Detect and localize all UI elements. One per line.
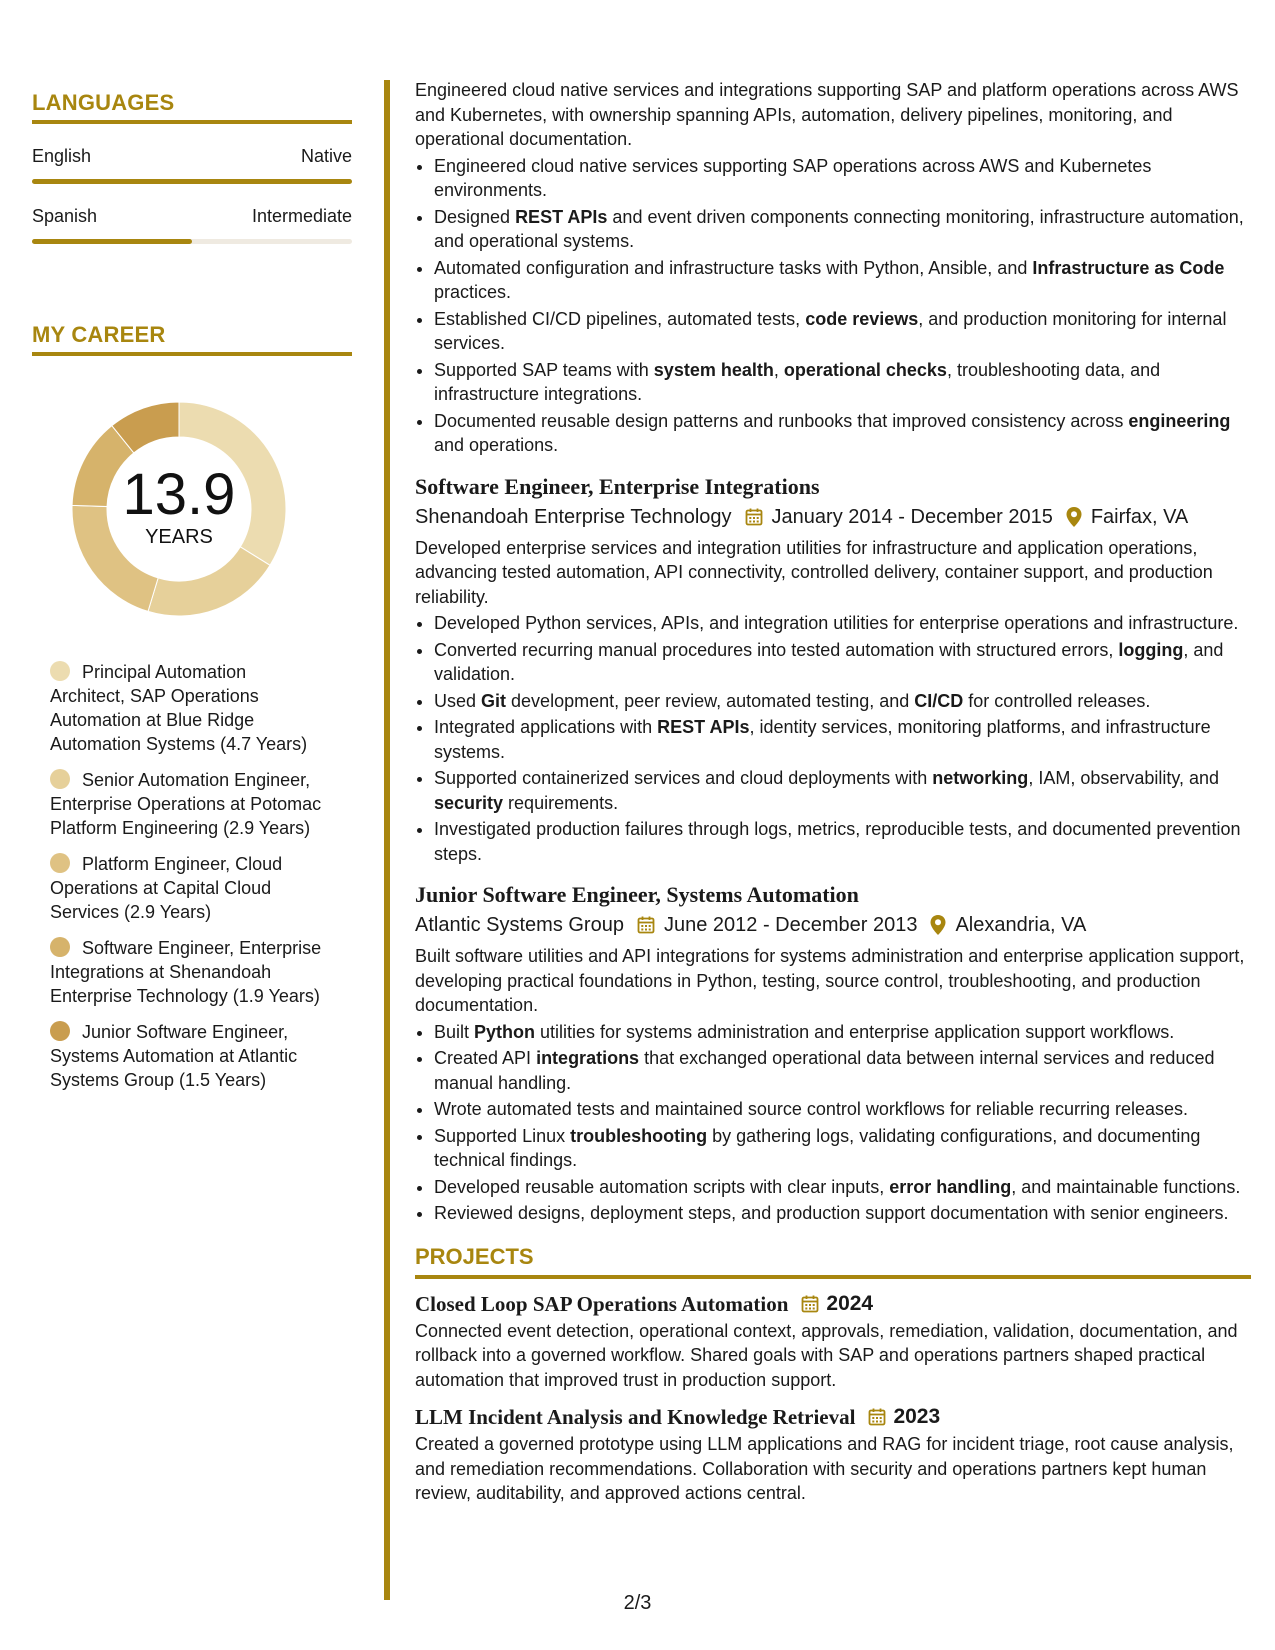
bullet-text: Converted recurring manual procedures into tested automation with structured errors, — [434, 639, 1119, 660]
career-legend-label: Software Engineer, Enterprise Integrations at Shenandoah Enterprise Technology (1.9 Years) — [50, 938, 322, 1006]
project-entry — [415, 1289, 1251, 1393]
job-title: Junior Software Engineer, Systems Automation — [415, 882, 859, 907]
bullet-text: Designed — [434, 206, 516, 227]
bullet-item — [434, 1046, 1251, 1095]
career-legend-item — [50, 852, 325, 924]
bullet-text: by gathering logs, validating configurations, and documenting technical findings. — [434, 1125, 1201, 1170]
languages-title: LANGUAGES — [32, 90, 352, 124]
bullet-text: Supported SAP teams with — [434, 359, 654, 380]
language-proficiency-fill — [32, 239, 192, 244]
job-meta — [415, 910, 1251, 940]
job-location: Alexandria, VA — [955, 914, 1087, 936]
legend-dot-icon — [50, 661, 70, 681]
location-pin-icon — [1065, 506, 1083, 528]
bullet-text: for controlled releases. — [963, 690, 1151, 711]
bullet-item — [434, 1124, 1251, 1173]
calendar-icon — [636, 915, 656, 935]
bullet-item — [434, 154, 1251, 203]
job-company: Atlantic Systems Group — [415, 914, 624, 936]
career-legend-item — [50, 936, 325, 1008]
job-bullets — [415, 611, 1251, 866]
job-title: Software Engineer, Enterprise Integrations — [415, 473, 820, 499]
bullet-item — [434, 689, 1251, 714]
job-company: Shenandoah Enterprise Technology — [415, 505, 732, 528]
main-content — [415, 78, 1251, 1506]
bullet-item — [434, 766, 1251, 815]
job-entry — [415, 472, 1251, 867]
bullet-text: that exchanged operational data between internal services and reduced manual handling. — [434, 1048, 1215, 1093]
bullet-emphasis: logging — [1118, 639, 1184, 660]
bullet-text: , troubleshooting data, and infrastructure integrations. — [434, 359, 1161, 404]
career-donut-chart — [64, 394, 294, 624]
bullet-text: utilities for systems administration and enterprise application support workflows. — [535, 1021, 1175, 1042]
bullet-text: Investigated production failures through logs, metrics, reproducible tests, and documented prevention steps. — [434, 819, 1241, 864]
divider-line — [384, 80, 390, 1600]
bullet-text: , and validation. — [434, 639, 1224, 684]
bullet-item — [434, 1020, 1251, 1045]
intro-bullets — [415, 154, 1251, 458]
bullet-item — [434, 409, 1251, 458]
career-legend-label: Junior Software Engineer, Systems Automation at Atlantic Systems Group (1.5 Years) — [50, 1022, 298, 1090]
career-title: MY CAREER — [32, 322, 352, 356]
sidebar — [32, 90, 352, 1104]
bullet-emphasis: system health — [653, 359, 774, 380]
job-summary: Developed enterprise services and integration utilities for infrastructure and application operations, advancing tested automation, API connectivity, controlled delivery, container support, and production reliability. — [415, 537, 1213, 607]
bullet-text: Integrated applications with — [434, 717, 658, 737]
bullet-emphasis: REST APIs — [657, 717, 750, 737]
bullet-text: Documented reusable design patterns and runbooks that improved consistency across — [434, 410, 1129, 431]
language-name: English — [32, 146, 92, 166]
bullet-item — [434, 817, 1251, 866]
project-header — [415, 1289, 1251, 1319]
legend-dot-icon — [50, 853, 70, 873]
bullet-text: Established CI/CD pipelines, automated tests, — [434, 308, 806, 329]
language-item — [32, 206, 352, 244]
job-dates: January 2014 - December 2015 — [771, 505, 1053, 528]
projects-title: PROJECTS — [415, 1242, 1251, 1279]
bullet-text: Wrote automated tests and maintained source control workflows for reliable recurring releases. — [434, 1099, 1189, 1119]
bullet-emphasis: operational checks — [783, 359, 947, 380]
bullet-text: requirements. — [503, 792, 619, 813]
career-legend-item — [50, 660, 325, 756]
job-dates: June 2012 - December 2013 — [663, 914, 918, 936]
bullet-text: , identity services, monitoring platforms, and infrastructure systems. — [434, 717, 1211, 762]
career-legend-item — [50, 768, 325, 840]
bullet-text: Reviewed designs, deployment steps, and production support documentation with senior engineers. — [434, 1203, 1229, 1223]
career-legend-label: Platform Engineer, Cloud Operations at Capital Cloud Services (2.9 Years) — [50, 854, 283, 922]
job-location: Fairfax, VA — [1090, 505, 1189, 528]
intro-summary: Engineered cloud native services and integrations supporting SAP and platform operations across AWS and Kubernetes, with ownership spanning APIs, automation, delivery pipelines, monitoring, and operational documentation. — [415, 80, 1239, 149]
bullet-text: development, peer review, automated testing, and — [506, 690, 915, 711]
bullet-emphasis: code reviews — [805, 308, 919, 329]
bullet-text: , — [773, 359, 784, 380]
career-total-unit: YEARS — [145, 526, 213, 548]
project-title: LLM Incident Analysis and Knowledge Retrieval — [415, 1405, 856, 1429]
bullet-text: , and production monitoring for internal services. — [434, 308, 1227, 353]
language-level: Native — [300, 146, 352, 166]
career-legend-label: Senior Automation Engineer, Enterprise Operations at Potomac Platform Engineering (2.9 Years) — [50, 770, 322, 838]
language-name: Spanish — [32, 206, 98, 226]
project-year: 2024 — [826, 1291, 874, 1315]
bullet-emphasis: Git — [481, 690, 507, 711]
bullet-text: Built — [434, 1021, 475, 1042]
bullet-text: and event driven components connecting monitoring, infrastructure automation, and operational systems. — [434, 206, 1244, 251]
project-title: Closed Loop SAP Operations Automation — [415, 1291, 789, 1316]
bullet-text: Automated configuration and infrastructure tasks with Python, Ansible, and — [434, 257, 1033, 278]
career-legend — [50, 660, 325, 1092]
bullet-text: Used — [434, 690, 482, 711]
bullet-emphasis: CI/CD — [914, 690, 964, 711]
job-summary: Built software utilities and API integrations for systems administration and enterprise application support, developing practical foundations in Python, testing, source control, troubleshooting, and production documentation. — [415, 946, 1245, 1015]
language-item — [32, 146, 352, 184]
job-meta — [415, 502, 1251, 532]
bullet-text: and operations. — [434, 435, 559, 455]
bullet-item — [434, 638, 1251, 687]
calendar-icon — [867, 1407, 887, 1427]
calendar-icon — [744, 507, 764, 527]
page-number: 2/3 — [623, 1592, 652, 1614]
bullet-item — [434, 611, 1251, 636]
bullet-item — [434, 307, 1251, 356]
bullet-text: Created API — [434, 1048, 537, 1068]
bullet-emphasis: Python — [474, 1021, 536, 1042]
bullet-text: Supported Linux — [434, 1125, 571, 1146]
bullet-text: practices. — [434, 282, 512, 302]
bullet-text: , IAM, observability, and — [1028, 768, 1220, 788]
bullet-item — [434, 256, 1251, 305]
bullet-text: Supported containerized services and cloud deployments with — [434, 768, 933, 788]
bullet-emphasis: integrations — [536, 1048, 640, 1068]
project-entry — [415, 1402, 1251, 1506]
language-level: Intermediate — [251, 206, 352, 226]
bullet-emphasis: REST APIs — [515, 206, 608, 227]
bullet-emphasis: Infrastructure as Code — [1032, 257, 1225, 278]
bullet-emphasis: error handling — [889, 1176, 1012, 1197]
career-legend-item — [50, 1020, 325, 1092]
legend-dot-icon — [50, 769, 70, 789]
calendar-icon — [800, 1294, 820, 1314]
job-bullets — [415, 1020, 1251, 1226]
bullet-text: Developed Python services, APIs, and integration utilities for enterprise operations and infrastructure. — [434, 613, 1239, 633]
career-total-years: 13.9 — [122, 462, 236, 527]
project-header — [415, 1402, 1251, 1432]
project-year: 2023 — [893, 1405, 941, 1428]
bullet-item — [434, 715, 1251, 764]
language-proficiency-bar — [32, 179, 352, 184]
bullet-item — [434, 1201, 1251, 1226]
bullet-item — [434, 205, 1251, 254]
bullet-emphasis: networking — [932, 768, 1029, 788]
legend-dot-icon — [50, 937, 70, 957]
bullet-emphasis: engineering — [1128, 410, 1231, 431]
language-proficiency-bar — [32, 239, 352, 244]
bullet-item — [434, 1097, 1251, 1122]
bullet-text: Developed reusable automation scripts with clear inputs, — [434, 1176, 890, 1197]
bullet-item — [434, 358, 1251, 407]
project-description: Created a governed prototype using LLM applications and RAG for incident triage, root cause analysis, and remediation recommendations. Collaboration with security and operations partners kept human review, auditability, and approved actions central. — [415, 1434, 1234, 1503]
project-description: Connected event detection, operational context, approvals, remediation, validation, documentation, and rollback into a governed workflow. Shared goals with SAP and operations partners shaped practical automation that improved trust in production support. — [415, 1320, 1238, 1390]
bullet-item — [434, 1175, 1251, 1200]
bullet-text: , and maintainable functions. — [1011, 1176, 1241, 1197]
bullet-emphasis: security — [434, 792, 504, 813]
language-proficiency-fill — [32, 179, 352, 184]
bullet-text: Engineered cloud native services supporting SAP operations across AWS and Kubernetes environments. — [434, 155, 1152, 200]
location-pin-icon — [929, 914, 947, 936]
legend-dot-icon — [50, 1021, 70, 1041]
bullet-emphasis: troubleshooting — [570, 1125, 708, 1146]
job-entry — [415, 880, 1251, 1226]
career-legend-label: Principal Automation Architect, SAP Operations Automation at Blue Ridge Automation Systems (4.7 Years) — [50, 662, 308, 754]
career-donut-center — [64, 394, 294, 624]
